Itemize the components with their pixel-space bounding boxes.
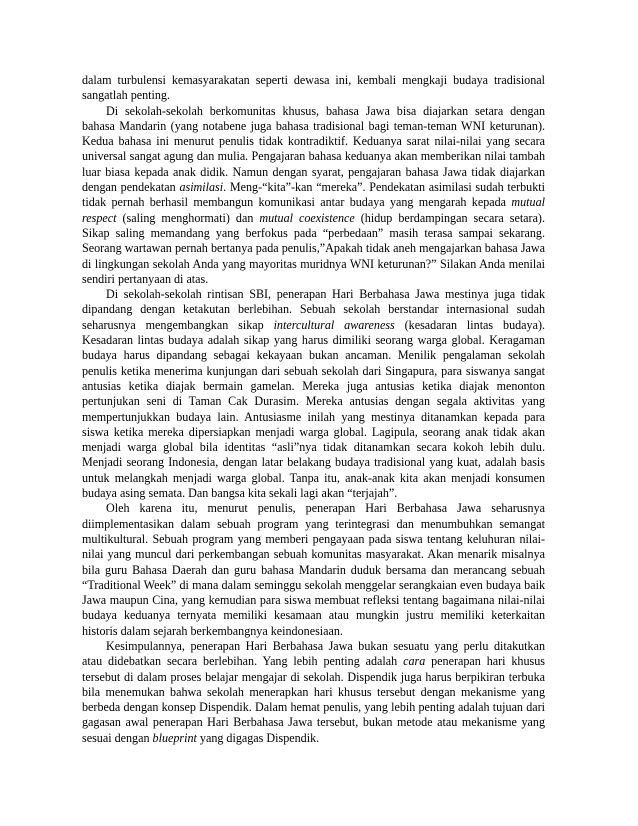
text-run: (saling menghormati) dan xyxy=(116,210,260,225)
italic-term: intercultural awareness xyxy=(273,317,395,332)
italic-term: asimilasi xyxy=(179,180,224,195)
text-run: penerapan hari khusus tersebut di dalam proses belajar mengajar di sekolah. Dispendik juga harus berpikiran terbuka bila menemukan bahwa sekolah menerapkan hari khusus tersebut dengan mekanisme yang berbeda dengan konsep Dispendik. Dalam hemat penulis, yang lebih penting adalah tujuan dari gagasan awal penerapan Hari Berbahasa Jawa tersebut, bukan metode atau mekanisme yang sesuai dengan xyxy=(82,654,545,745)
text-run: (kesadaran lintas budaya). Kesadaran lintas budaya adalah sikap yang harus dimiliki seorang warga global. Keragaman budaya harus dipandang sebagai kekayaan bukan ancaman. Menilik pengalaman sekolah penulis ketika menerima kunjungan dari sebuah sekolah dari Singapura, para siswanya sangat antusias ketika diajak bermain gamelan. Mereka juga antusias ketika diajak menonton pertunjukan seni di Taman Cak Durasim. Mereka antusias dengan segala aktivitas yang mempertunjukkan budaya lain. Antusiasme inilah yang mestinya ditanamkan kepada para siswa ketika mereka dipersiapkan menjadi warga global. Lagipula, seorang anak tidak akan menjadi warga global bila identitas “asli”nya tidak ditanamkan secara kokoh lebih dulu. Menjadi seorang Indonesia, dengan latar belakang budaya tradisional yang kuat, adalah basis untuk melangkah menjadi warga global. Tanpa itu, anak-anak kita akan menjadi konsumen budaya asing semata. Dan bangsa kita sekali lagi akan “terjajah”. xyxy=(82,317,545,501)
text-run: Kesimpulannya, penerapan Hari Berbahasa Jawa bukan sesuatu yang perlu ditakutkan atau didebatkan secara berlebihan. Yang lebih penting adalah xyxy=(82,638,545,669)
text-run: Oleh karena itu, menurut penulis, penerapan Hari Berbahasa Jawa seharusnya diimplementasikan dalam sebuah program yang terintegrasi dan menumbuhkan semangat multikultural. Sebuah program yang memberi pengayaan pada siswa tentang keluhuran nilai-nilai yang muncul dari perkembangan sebuah komunitas masyarakat. Akan menarik misalnya bila guru Bahasa Daerah dan guru bahasa Mandarin duduk bersama dan merancang sebuah “Traditional Week” di mana dalam seminggu sekolah menggelar serangkaian even budaya baik Jawa maupun Cina, yang kemudian para siswa membuat refleksi tentang bagaimana nilai-nilai budaya keduanya ternyata memiliki kesamaan atau mungkin justru memiliki keterkaitan historis dalam sejarah berkembangnya keindonesiaan. xyxy=(82,501,545,638)
text-run: Di sekolah-sekolah rintisan SBI, penerapan Hari Berbahasa Jawa mestinya juga tidak dipandang dengan ketakutan berlebihan. Sebuah sekolah berstandar internasional sudah seharusnya mengembangkan sikap xyxy=(82,287,545,332)
italic-term: mutual coexistence xyxy=(259,210,355,225)
paragraph xyxy=(82,73,545,104)
paragraph xyxy=(82,287,545,501)
document-body xyxy=(82,73,545,746)
paragraph xyxy=(82,639,545,746)
italic-term: mutual respect xyxy=(82,195,545,225)
italic-term: blueprint xyxy=(152,730,197,745)
text-run: (hidup berdampingan secara setara). Sikap saling memandang yang berfokus pada “perbedaan” masih terasa sampai sekarang. Seorang wartawan pernah bertanya pada penulis,”Apakah tidak aneh mengajarkan bahasa Jawa di lingkungan sekolah Anda yang mayoritas muridnya WNI keturunan?” Silakan Anda menilai sendiri pertanyaan di atas. xyxy=(82,210,545,286)
text-run: Di sekolah-sekolah berkomunitas khusus, bahasa Jawa bisa diajarkan setara dengan bahasa Mandarin (yang notabene juga bahasa tradisional bagi teman-teman WNI keturunan). Kedua bahasa ini menurut penulis tidak kontradiktif. Keduanya sarat nilai-nilai yang secara universal sangat agung dan mulia. Pengajaran bahasa keduanya akan memberikan nilai tambah luar biasa kepada anak didik. Namun dengan syarat, pengajaran bahasa Jawa tidak diajarkan dengan pendekatan xyxy=(82,103,545,195)
text-run: . Meng-“kita”-kan “mereka”. Pendekatan asimilasi sudah terbukti tidak pernah berhasil membangun komunikasi antar budaya yang mengarah kepada xyxy=(82,180,545,210)
text-run: dalam turbulensi kemasyarakatan seperti dewasa ini, kembali mengkaji budaya tradisional sangatlah penting. xyxy=(82,73,545,103)
italic-term: cara xyxy=(403,654,426,669)
text-run: yang digagas Dispendik. xyxy=(196,730,320,745)
paragraph xyxy=(82,104,545,288)
paragraph xyxy=(82,501,545,639)
